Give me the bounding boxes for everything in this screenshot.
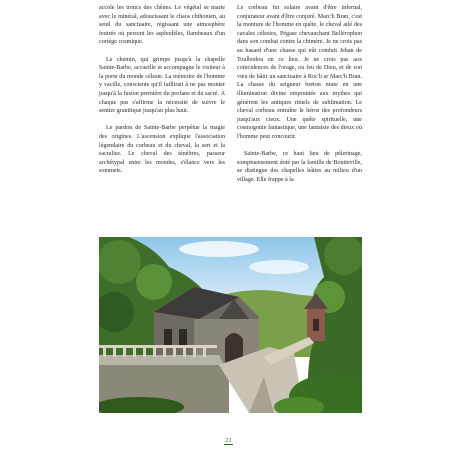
paragraph: Le corbeau fut solaire avant d'être infernal, conjurateur avant d'être conjuré. Marc'h Bran, c'est la monture de l'homme en quête, le cheval ailé des cavales célestes, Pégase chevauchant Bellérophon dans son combat contre la chimère. Je ne crois pas au hasard d'une chasse qui eût conduit Jehan de Toulbodou en ce lieu. Je ne crois pas aux coïncidences de l'orage, ou feu de Dieu, et de son vœu de bâtir un sanctuaire à Roc'h ar Marc'h Bran. La chasse du seigneur breton mute en une illumination divine empruntée aux mythes qui génèrent les antiques rituels de sublimation. Le cheval corbeau entraîne le héros des profondeurs jusqu'aux cieux. Une quête spirituelle, une cosmogonie fantastique, une fantaisie des dieux où l'homme peut concourir. xyxy=(237,5,362,140)
paragraph: Le chemin, qui grimpe jusqu'à la chapelle Sainte-Barbe, accueille et accompagne le visiteur à la porte du monde céleste. La mémoire de l'homme y vacille, consciente qu'il faillirait à ne pas monter jusqu'à la fusion première du profane et du sacré. À chaque pas s'affirme la nécessité de suivre le sentier granitique jusqu'au plus haut. xyxy=(99,56,225,115)
paragraph: Le pardon de Sainte-Barbe perpétue la magie des origines. L'ascension explique l'association légendaire du corbeau et du cheval, la sert et la sacralise. Le cheval des ténèbres, passeur archétypal entre les mondes, s'élance vers les sommets. xyxy=(99,125,225,175)
left-text-column xyxy=(99,4,225,184)
paragraph: accole les troncs des chênes. Le végétal se marie avec le minéral, adoucissant le chaos chthonien, au seuil du sanctuaire, régissant une atmosphère feutrée où percent les asphodèles, flambeaux d'un cortège cosmique. xyxy=(99,5,225,46)
page-number: 21 xyxy=(225,437,232,444)
chapel-photo xyxy=(99,237,362,413)
paragraph: Sainte-Barbe, ce haut lieu de pèlerinage, somptueusement doté par la famille de Boutteville, se distingue des chapelles bâties au milieu d'un village. Elle frappe à la xyxy=(237,151,362,183)
right-text-column xyxy=(237,4,362,193)
